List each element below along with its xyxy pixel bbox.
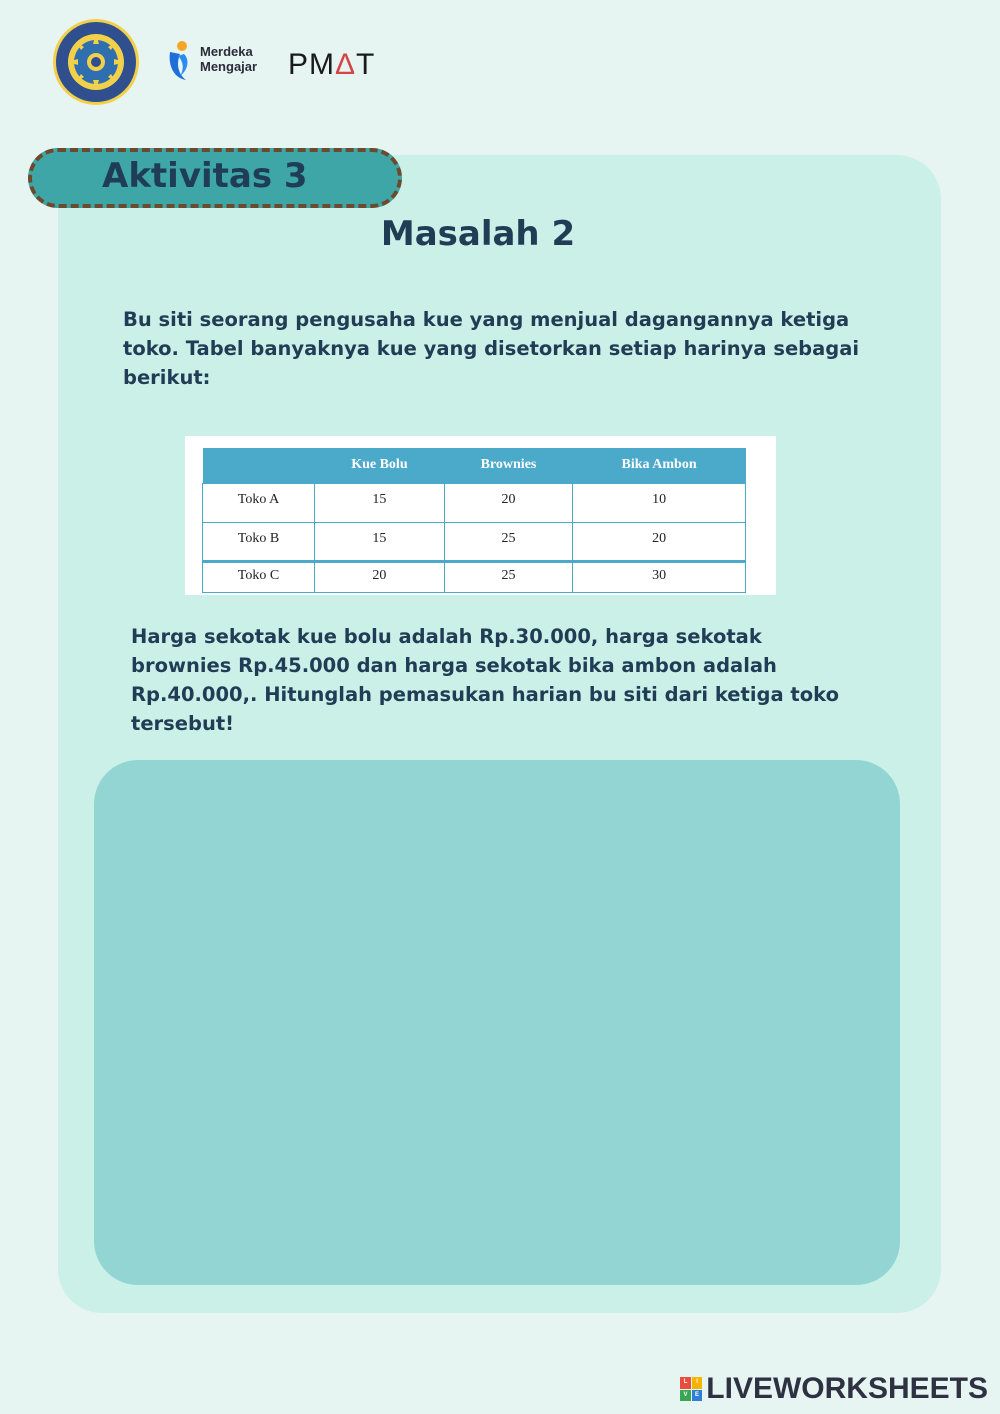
table-header-empty (203, 448, 315, 483)
table-cell: 15 (315, 522, 445, 561)
pmat-logo (288, 48, 375, 82)
badge-letter-e: E (692, 1390, 703, 1402)
table-header-bika-ambon: Bika Ambon (573, 448, 746, 483)
badge-letter-l: L (680, 1377, 691, 1389)
merdeka-mengajar-icon (164, 40, 194, 84)
pmat-logo-right: T (356, 48, 376, 81)
table-cell: 20 (315, 561, 445, 592)
university-seal-logo (52, 18, 140, 106)
table-header-row (203, 448, 746, 483)
row-label: Toko A (203, 483, 315, 522)
badge-letter-i: I (692, 1377, 703, 1389)
liveworksheets-badge-icon (680, 1377, 702, 1401)
pmat-logo-left: PM (288, 48, 335, 81)
table-row (203, 522, 746, 561)
answer-textarea[interactable] (94, 760, 900, 1285)
activity-label: Aktivitas 3 (102, 156, 308, 196)
liveworksheets-watermark (680, 1372, 988, 1406)
activity-banner (28, 148, 402, 208)
table-header-kue-bolu: Kue Bolu (315, 448, 445, 483)
table-cell: 20 (444, 483, 572, 522)
mengajar-text: Mengajar (200, 59, 258, 74)
question-text: Harga sekotak kue bolu adalah Rp.30.000, harga sekotak brownies Rp.45.000 dan harga sekotak bika ambon adalah Rp.40.000,. Hitunglah pemasukan harian bu siti dari ketiga toko tersebut! (131, 625, 839, 735)
table-cell: 25 (444, 522, 572, 561)
table-cell: 15 (315, 483, 445, 522)
data-table-image (185, 436, 776, 595)
intro-text: Bu siti seorang pengusaha kue yang menjual dagangannya ketiga toko. Tabel banyaknya kue yang disetorkan setiap harinya sebagai berikut: (123, 308, 860, 389)
cake-table (202, 448, 746, 593)
table-cell: 20 (573, 522, 746, 561)
table-row (203, 483, 746, 522)
table-header-brownies: Brownies (444, 448, 572, 483)
row-label: Toko B (203, 522, 315, 561)
watermark-text: LIVEWORKSHEETS (706, 1372, 988, 1405)
pmat-logo-delta: Δ (335, 48, 357, 81)
badge-letter-v: V (680, 1390, 691, 1402)
row-label: Toko C (203, 561, 315, 592)
table-cell: 10 (573, 483, 746, 522)
header-logos (52, 18, 412, 106)
table-cell: 25 (444, 561, 572, 592)
problem-title: Masalah 2 (380, 214, 576, 254)
merdeka-mengajar-logo (164, 40, 274, 84)
merdeka-text: Merdeka (200, 44, 253, 59)
table-row (203, 561, 746, 592)
table-cell: 30 (573, 561, 746, 592)
